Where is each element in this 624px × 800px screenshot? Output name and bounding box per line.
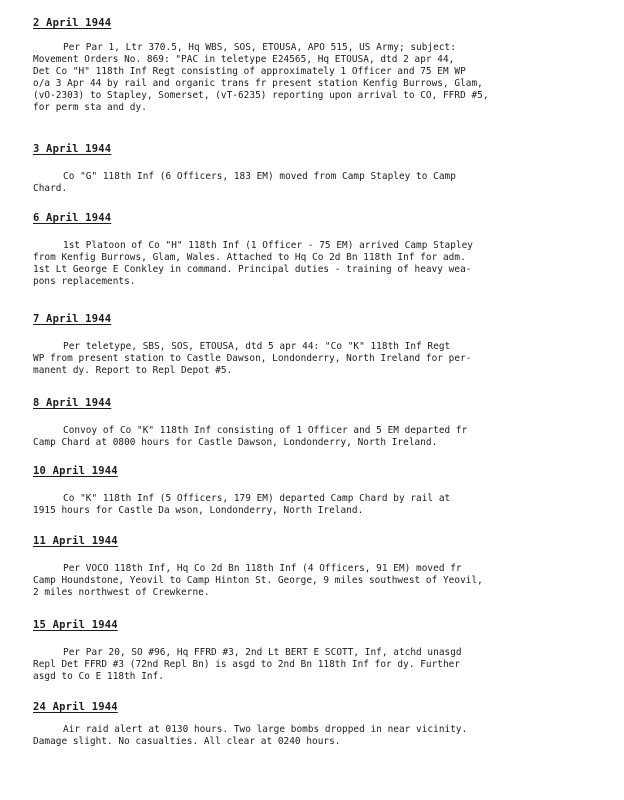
entry-date: 6 April 1944 [33, 212, 112, 224]
entry-line: (vO-2303) to Stapley, Somerset, (vT-6235) reporting upon arrival to CO, FFRD #5, [33, 90, 489, 101]
entry-line: Chard. [33, 183, 68, 194]
entry-line: Movement Orders No. 869: "PAC in teletype E24565, Hq ETOUSA, dtd 2 apr 44, [33, 54, 455, 65]
entry-line: Det Co "H" 118th Inf Regt consisting of approximately 1 Officer and 75 EM WP [33, 66, 466, 77]
entry-date: 7 April 1944 [33, 313, 112, 325]
entry-line: Camp Houndstone, Yeovil to Camp Hinton St. George, 9 miles southwest of Yeovil, [33, 575, 483, 586]
entry-date: 3 April 1944 [33, 143, 112, 155]
entry-line: Damage slight. No casualties. All clear at 0240 hours. [33, 736, 341, 747]
entry-line: o/a 3 Apr 44 by rail and organic trans fr present station Kenfig Burrows, Glam, [33, 78, 483, 89]
entry-date: 24 April 1944 [33, 701, 118, 713]
entry-line: asgd to Co E 118th Inf. [33, 671, 164, 682]
entry-date: 10 April 1944 [33, 465, 118, 477]
entry-line: Camp Chard at 0800 hours for Castle Dawson, Londonderry, North Ireland. [33, 437, 438, 448]
entry-line: Repl Det FFRD #3 (72nd Repl Bn) is asgd to 2nd Bn 118th Inf for dy. Further [33, 659, 461, 670]
entry-line: Per Par 1, Ltr 370.5, Hq WBS, SOS, ETOUSA, APO 515, US Army; subject: [63, 42, 456, 53]
entry-line: 1st Platoon of Co "H" 118th Inf (1 Officer - 75 EM) arrived Camp Stapley [63, 240, 473, 251]
entry-line: 1st Lt George E Conkley in command. Principal duties - training of heavy wea- [33, 264, 472, 275]
entry-line: Co "G" 118th Inf (6 Officers, 183 EM) moved from Camp Stapley to Camp [63, 171, 456, 182]
entry-line: Per Par 20, SO #96, Hq FFRD #3, 2nd Lt BERT E SCOTT, Inf, atchd unasgd [63, 647, 462, 658]
entry-line: Co "K" 118th Inf (5 Officers, 179 EM) departed Camp Chard by rail at [63, 493, 451, 504]
entry-line: from Kenfig Burrows, Glam, Wales. Attached to Hq Co 2d Bn 118th Inf for adm. [33, 252, 466, 263]
entry-date: 2 April 1944 [33, 17, 112, 29]
entry-line: Convoy of Co "K" 118th Inf consisting of 1 Officer and 5 EM departed fr [63, 425, 468, 436]
entry-line: Air raid alert at 0130 hours. Two large bombs dropped in near vicinity. [63, 724, 468, 735]
entry-line: Per VOCO 118th Inf, Hq Co 2d Bn 118th Inf (4 Officers, 91 EM) moved fr [63, 563, 462, 574]
entry-date: 11 April 1944 [33, 535, 118, 547]
entry-line: for perm sta and dy. [33, 102, 147, 113]
entry-line: 2 miles northwest of Crewkerne. [33, 587, 210, 598]
entry-line: 1915 hours for Castle Da wson, Londonderry, North Ireland. [33, 505, 364, 516]
entry-date: 15 April 1944 [33, 619, 118, 631]
entry-line: pons replacements. [33, 276, 136, 287]
entry-line: WP from present station to Castle Dawson, Londonderry, North Ireland for per- [33, 353, 472, 364]
entry-date: 8 April 1944 [33, 397, 112, 409]
entry-line: manent dy. Report to Repl Depot #5. [33, 365, 233, 376]
entry-line: Per teletype, SBS, SOS, ETOUSA, dtd 5 apr 44: "Co "K" 118th Inf Regt [63, 341, 451, 352]
